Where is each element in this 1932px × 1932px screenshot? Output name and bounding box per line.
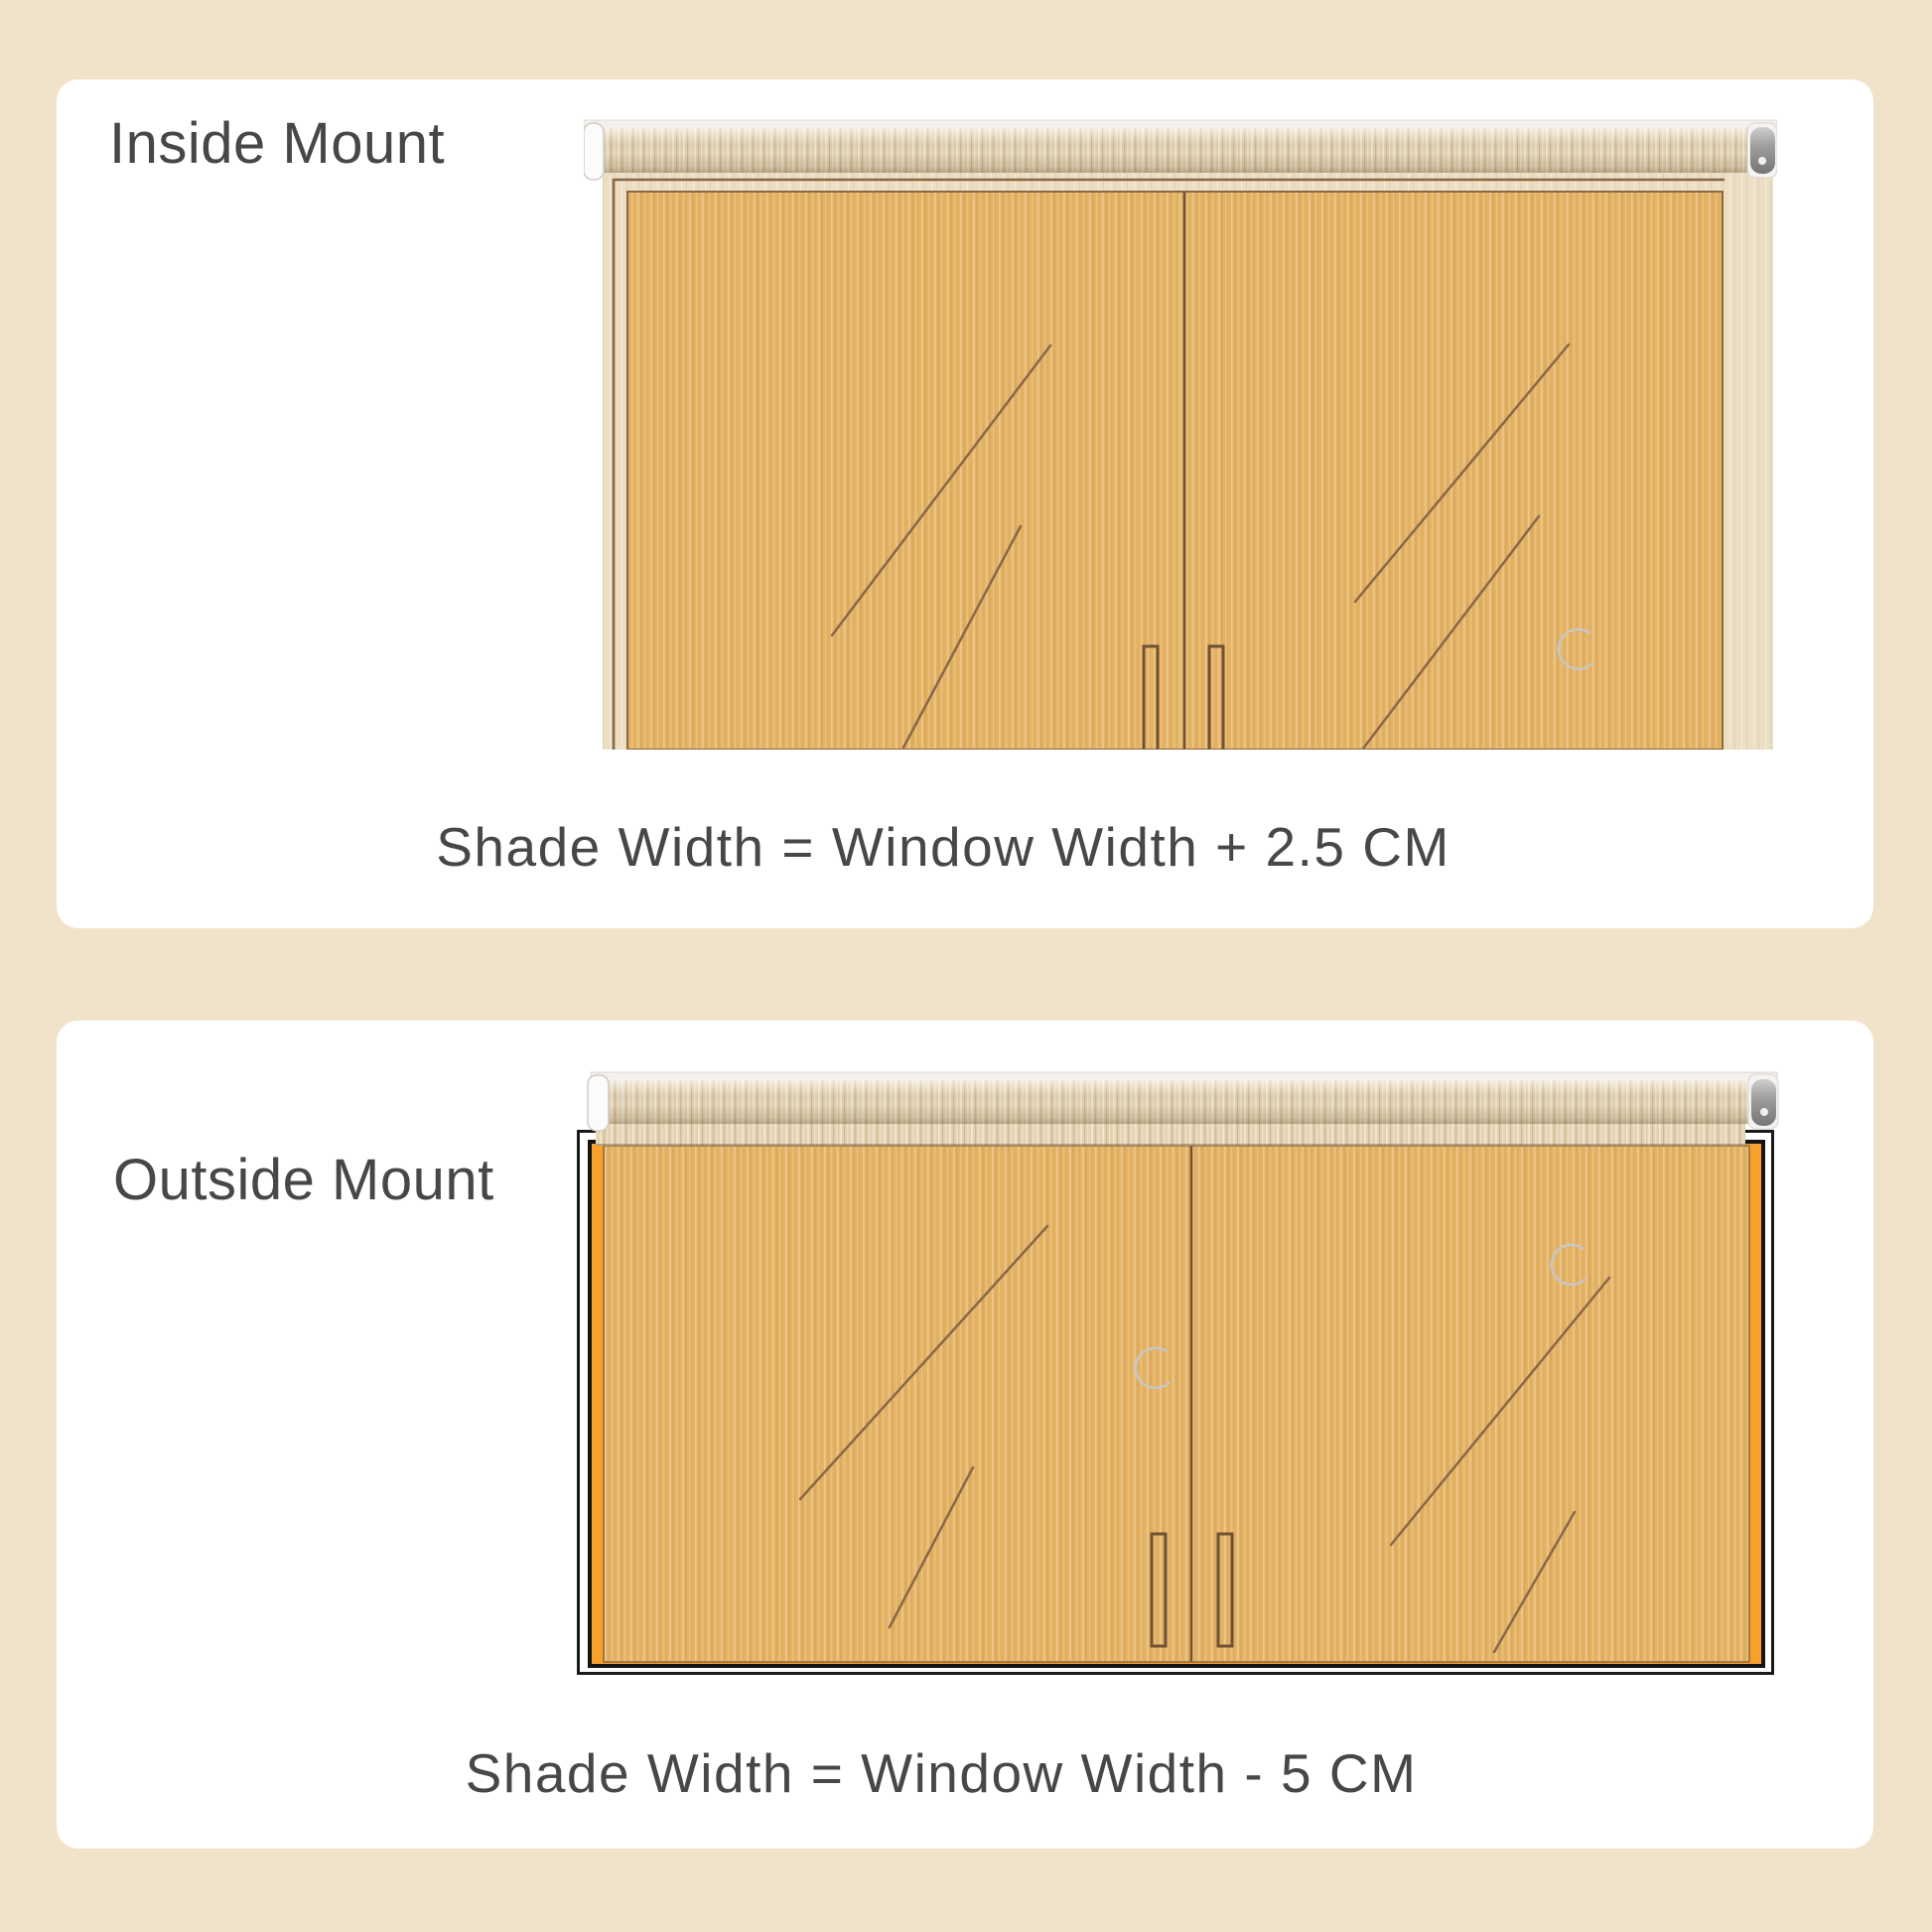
roller-right-cap xyxy=(1751,1079,1776,1126)
outside-mount-title: Outside Mount xyxy=(113,1148,494,1212)
outside-mount-window-illustration xyxy=(577,1070,1780,1678)
roller-shade-roll-shading xyxy=(600,128,1750,173)
window-glass xyxy=(627,192,1723,750)
roller-shade-roll-shading xyxy=(601,1080,1753,1124)
roller-left-cap xyxy=(584,123,604,180)
roller-right-cap xyxy=(1750,127,1775,174)
window-glass xyxy=(604,1146,1749,1662)
inside-mount-title: Inside Mount xyxy=(109,111,446,176)
roller-cap-pin xyxy=(1758,157,1766,165)
inside-mount-window-illustration xyxy=(584,117,1777,750)
inside-mount-formula: Shade Width = Window Width + 2.5 CM xyxy=(436,816,1450,878)
roller-left-cap xyxy=(588,1075,609,1131)
shade-fabric-band xyxy=(596,1123,1745,1146)
outside-mount-formula: Shade Width = Window Width - 5 CM xyxy=(465,1742,1418,1804)
roller-cap-pin xyxy=(1760,1108,1768,1116)
